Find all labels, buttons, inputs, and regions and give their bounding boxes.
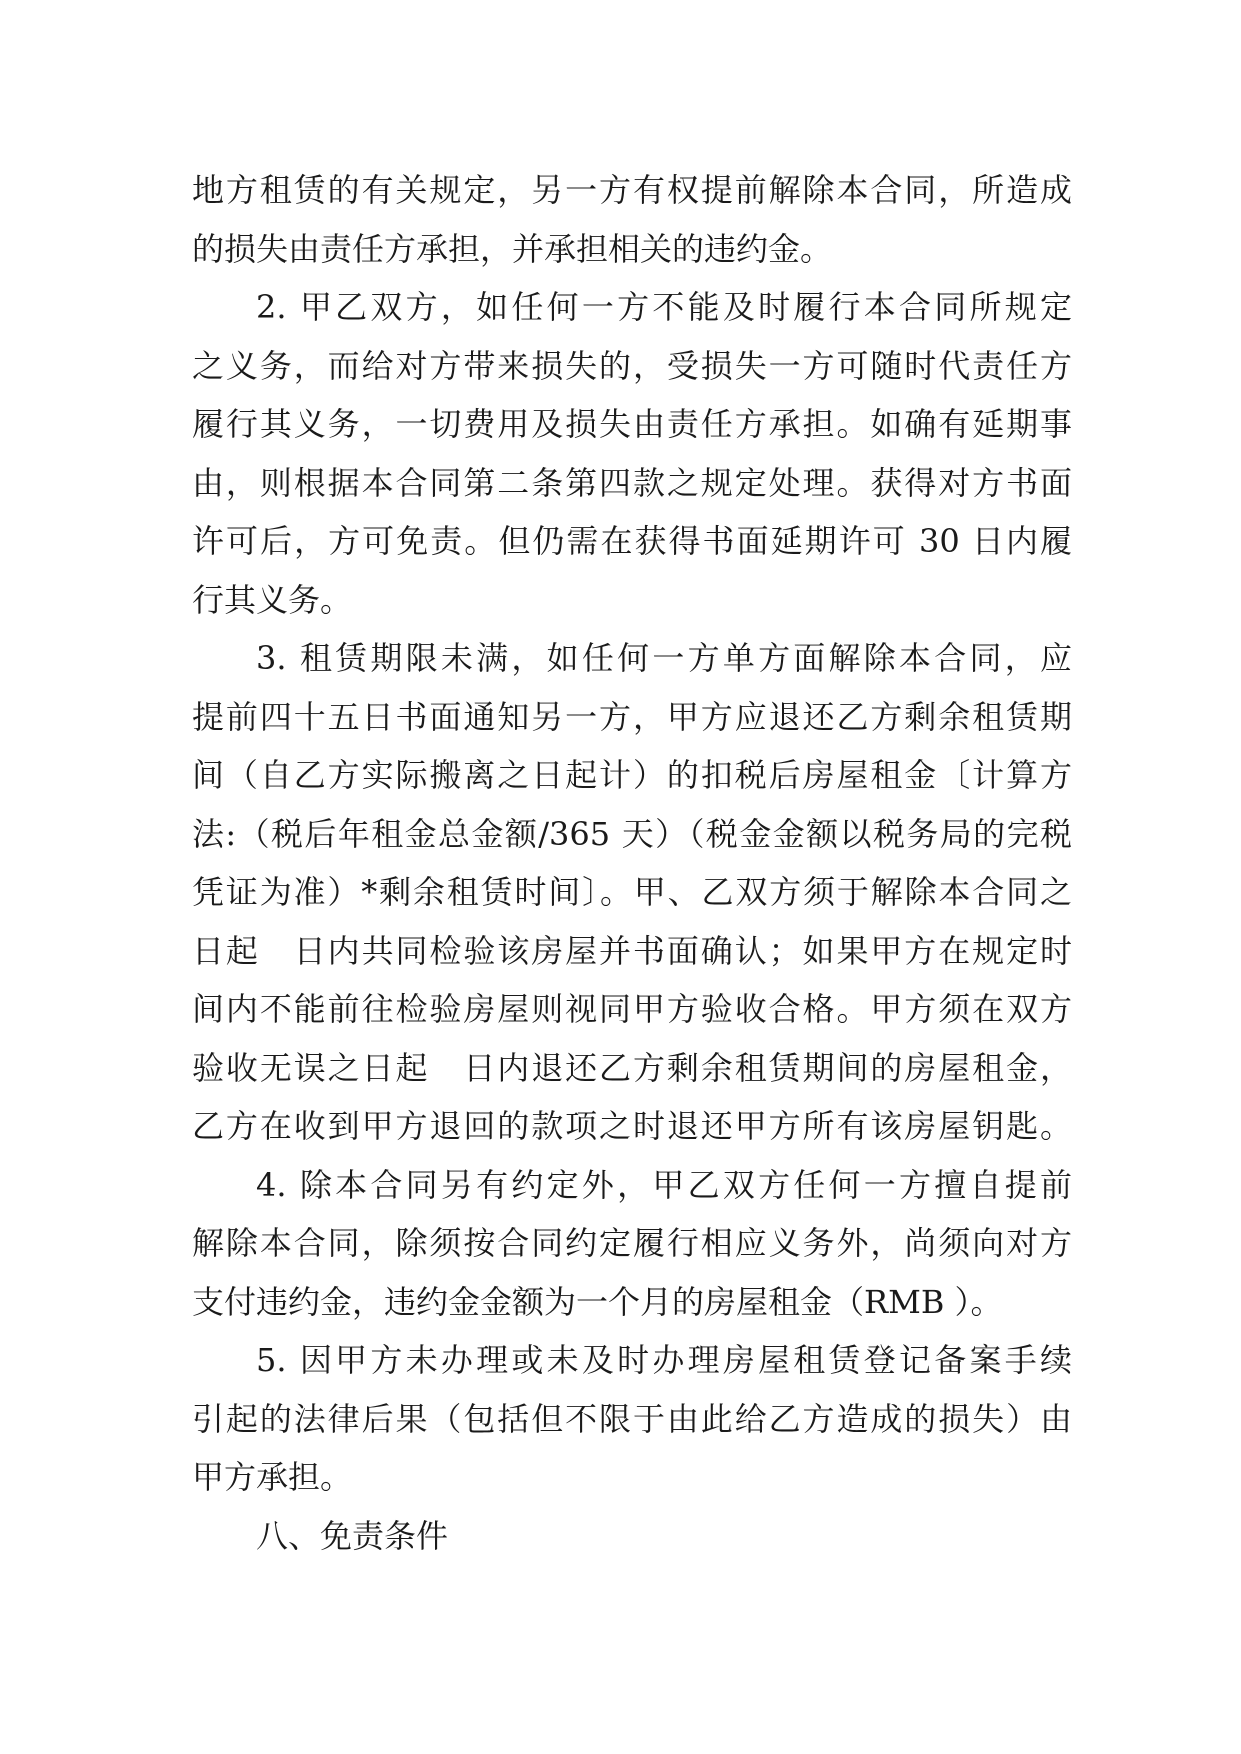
text-line: 5. 因甲方未办理或未及时办理房屋租赁登记备案手续	[256, 1341, 1072, 1379]
text-line: 地方租赁的有关规定，另一方有权提前解除本合同，所造成	[192, 171, 1072, 209]
text-line: 履行其义务，一切费用及损失由责任方承担。如确有延期事	[192, 405, 1072, 443]
text-line: 4. 除本合同另有约定外，甲乙双方任何一方擅自提前	[256, 1165, 1072, 1204]
text-line: 乙方在收到甲方退回的款项之时退还甲方所有该房屋钥匙。	[192, 1107, 1072, 1145]
text-line: 日起 日内共同检验该房屋并书面确认；如果甲方在规定时	[192, 931, 1072, 970]
text-line: 许可后，方可免责。但仍需在获得书面延期许可 30 日内履	[192, 522, 1072, 560]
text-line: 2. 甲乙双方，如任何一方不能及时履行本合同所规定	[256, 288, 1072, 326]
text-line: 验收无误之日起 日内退还乙方剩余租赁期间的房屋租金，	[192, 1048, 1072, 1087]
text-line: 由，则根据本合同第二条第四款之规定处理。获得对方书面	[192, 463, 1072, 502]
text-line: 的损失由责任方承担，并承担相关的违约金。	[192, 229, 833, 268]
text-line: 引起的法律后果（包括但不限于由此给乙方造成的损失）由	[192, 1399, 1072, 1438]
text-line: 行其义务。	[192, 580, 353, 619]
text-line: 3. 租赁期限未满，如任何一方单方面解除本合同，应	[256, 639, 1072, 677]
text-line: 解除本合同，除须按合同约定履行相应义务外，尚须向对方	[192, 1224, 1072, 1262]
text-line: 甲方承担。	[192, 1458, 353, 1496]
document-body	[192, 161, 1072, 1565]
text-line: 间（自乙方实际搬离之日起计）的扣税后房屋租金〔计算方	[192, 756, 1072, 794]
text-line: 法:（税后年租金总金额/365 天）（税金金额以税务局的完税	[192, 814, 1072, 853]
text-line: 凭证为准）*剩余租赁时间〕。甲、乙双方须于解除本合同之	[192, 873, 1072, 911]
text-line: 八、免责条件	[256, 1516, 449, 1555]
text-line: 支付违约金，违约金金额为一个月的房屋租金（RMB ）。	[192, 1282, 1003, 1321]
text-line: 提前四十五日书面通知另一方，甲方应退还乙方剩余租赁期	[192, 697, 1072, 736]
text-line: 之义务，而给对方带来损失的，受损失一方可随时代责任方	[192, 346, 1072, 385]
text-line: 间内不能前往检验房屋则视同甲方验收合格。甲方须在双方	[192, 990, 1072, 1028]
